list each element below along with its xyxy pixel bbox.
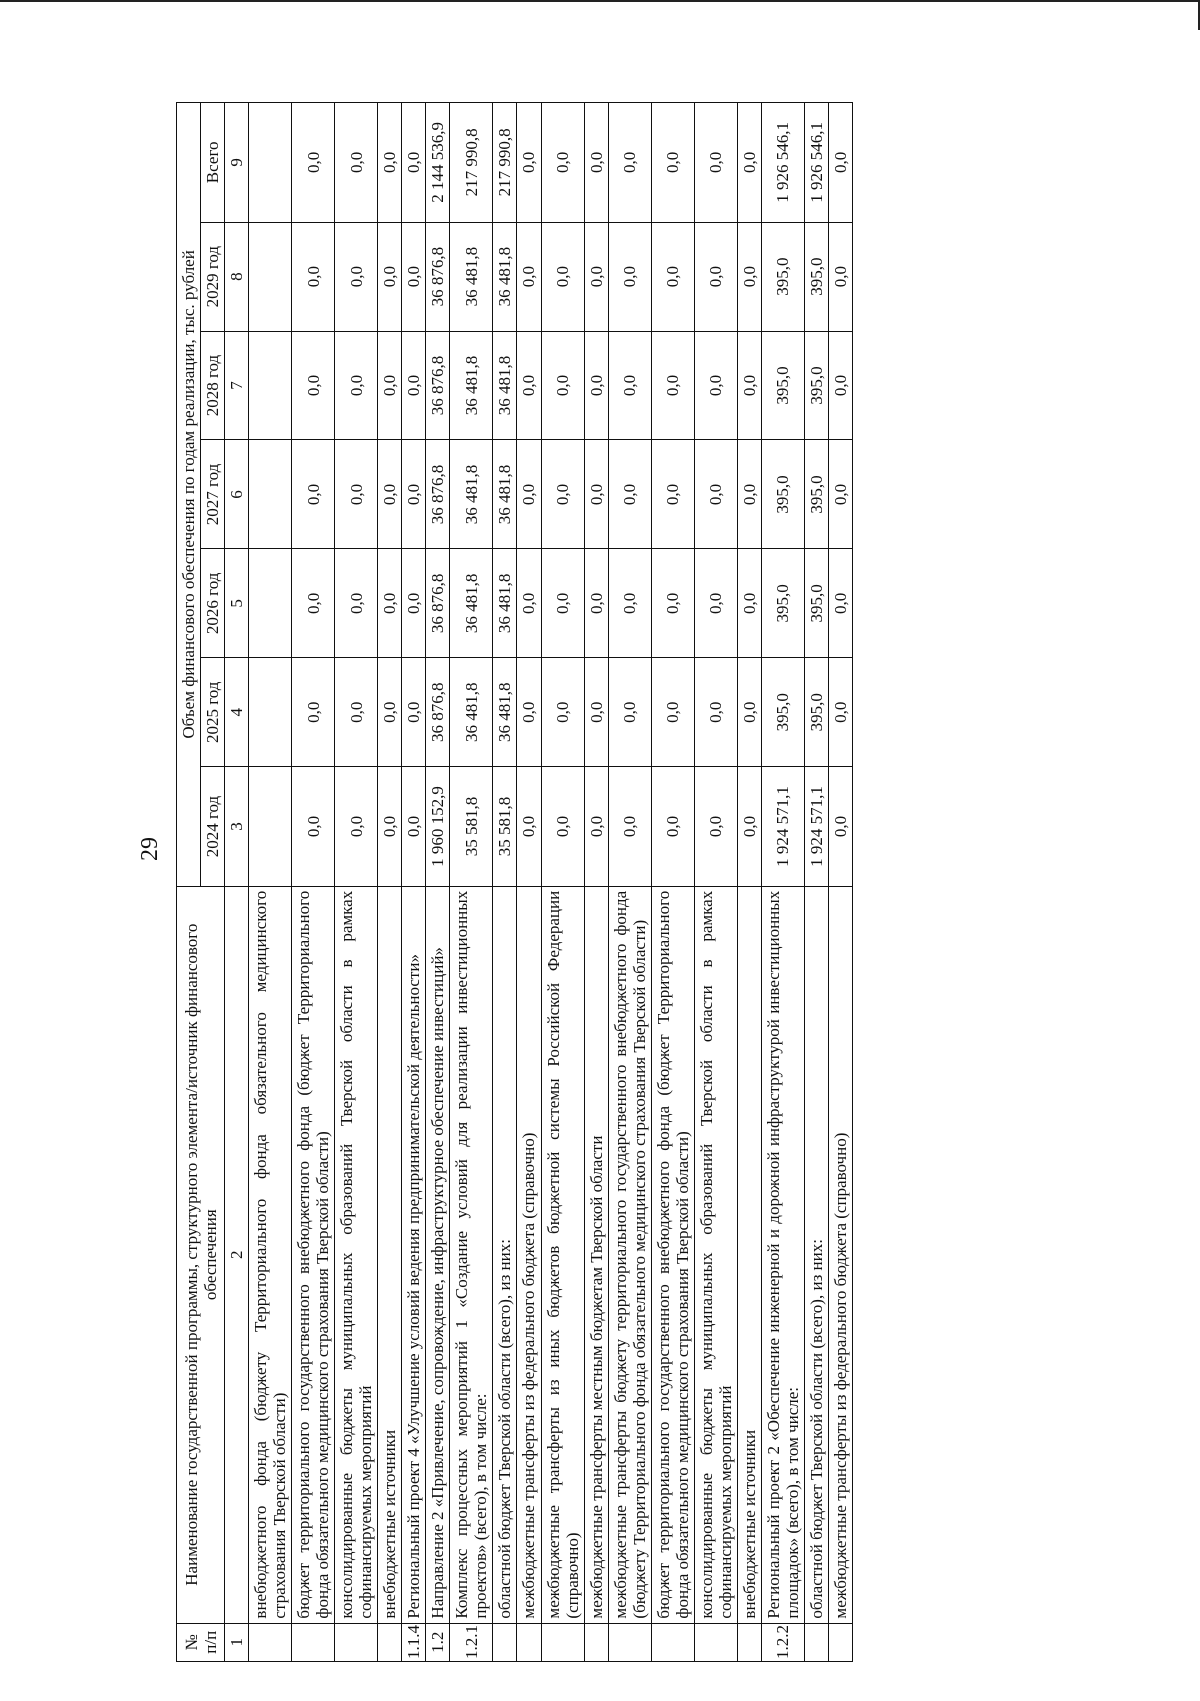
row-number bbox=[541, 1623, 584, 1661]
row-value: 0,0 bbox=[335, 331, 378, 440]
row-value: 35 581,8 bbox=[450, 767, 493, 887]
row-value: 395,0 bbox=[761, 549, 804, 658]
row-value: 0,0 bbox=[292, 767, 335, 887]
row-value: 0,0 bbox=[737, 658, 761, 767]
row-value: 0,0 bbox=[651, 549, 694, 658]
row-value: 0,0 bbox=[694, 103, 737, 223]
row-value: 0,0 bbox=[651, 331, 694, 440]
table-row bbox=[378, 103, 402, 1662]
table-row bbox=[737, 103, 761, 1662]
row-value: 0,0 bbox=[584, 549, 608, 658]
page-edge-top bbox=[0, 0, 1200, 2]
row-value: 0,0 bbox=[608, 549, 651, 658]
page-number: 29 bbox=[137, 837, 163, 861]
row-name: межбюджетные трансферты из федерального бюджета (справочно) bbox=[828, 886, 852, 1623]
header-year: 2028 год bbox=[201, 331, 225, 440]
row-value: 0,0 bbox=[541, 549, 584, 658]
table-row bbox=[249, 103, 292, 1662]
row-value: 395,0 bbox=[761, 440, 804, 549]
row-value: 0,0 bbox=[584, 103, 608, 223]
row-value: 0,0 bbox=[651, 767, 694, 887]
row-name: консолидированные бюджеты муниципальных образований Тверской области в рамках софинансируемых мероприятий bbox=[335, 886, 378, 1623]
row-value: 0,0 bbox=[737, 222, 761, 331]
row-value: 0,0 bbox=[608, 658, 651, 767]
header-year: Всего bbox=[201, 103, 225, 223]
row-value: 0,0 bbox=[541, 103, 584, 223]
row-value: 0,0 bbox=[828, 222, 852, 331]
row-name: областной бюджет Тверской области (всего), из них: bbox=[804, 886, 828, 1623]
row-value: 0,0 bbox=[694, 222, 737, 331]
row-number: 1.1.4 bbox=[402, 1623, 426, 1661]
header-funding-group: Объем финансового обеспечения по годам реализации, тыс. рублей bbox=[177, 103, 201, 887]
row-value: 36 481,8 bbox=[493, 549, 517, 658]
row-value: 0,0 bbox=[402, 222, 426, 331]
row-value: 0,0 bbox=[694, 440, 737, 549]
table-row bbox=[292, 103, 335, 1662]
row-number bbox=[584, 1623, 608, 1661]
row-value: 395,0 bbox=[804, 440, 828, 549]
row-value: 395,0 bbox=[761, 658, 804, 767]
row-value: 36 876,8 bbox=[426, 658, 450, 767]
row-value: 36 481,8 bbox=[493, 658, 517, 767]
row-value: 0,0 bbox=[584, 658, 608, 767]
row-value: 36 876,8 bbox=[426, 440, 450, 549]
table-row bbox=[517, 103, 541, 1662]
row-number bbox=[493, 1623, 517, 1661]
row-value: 0,0 bbox=[584, 331, 608, 440]
row-value: 395,0 bbox=[761, 222, 804, 331]
row-value: 1 924 571,1 bbox=[761, 767, 804, 887]
row-value: 36 481,8 bbox=[450, 331, 493, 440]
header-column-numbers-row bbox=[225, 103, 249, 1662]
header-year: 2024 год bbox=[201, 767, 225, 887]
row-value: 0,0 bbox=[335, 222, 378, 331]
row-value: 0,0 bbox=[517, 767, 541, 887]
table-row bbox=[694, 103, 737, 1662]
row-value: 0,0 bbox=[517, 440, 541, 549]
row-name: Направление 2 «Привлечение, сопровождение, инфраструктурное обеспечение инвестиций» bbox=[426, 886, 450, 1623]
row-value: 0,0 bbox=[694, 331, 737, 440]
row-value: 0,0 bbox=[651, 440, 694, 549]
row-value bbox=[249, 222, 292, 331]
row-name: Региональный проект 2 «Обеспечение инженерной и дорожной инфраструктурой инвестиционных площадок» (всего), в том числе: bbox=[761, 886, 804, 1623]
row-value: 0,0 bbox=[828, 658, 852, 767]
row-value: 217 990,8 bbox=[493, 103, 517, 223]
row-number bbox=[737, 1623, 761, 1661]
row-name: Комплекс процессных мероприятий 1 «Создание условий для реализации инвестиционных проектов» (всего), в том числе: bbox=[450, 886, 493, 1623]
row-value: 0,0 bbox=[828, 549, 852, 658]
row-value: 0,0 bbox=[378, 440, 402, 549]
row-name: межбюджетные трансферты из федерального бюджета (справочно) bbox=[517, 886, 541, 1623]
column-number: 3 bbox=[225, 767, 249, 887]
row-value: 395,0 bbox=[804, 331, 828, 440]
row-value: 0,0 bbox=[402, 331, 426, 440]
table-row bbox=[402, 103, 426, 1662]
table-row bbox=[804, 103, 828, 1662]
row-value: 0,0 bbox=[737, 767, 761, 887]
row-value: 0,0 bbox=[292, 440, 335, 549]
row-number bbox=[804, 1623, 828, 1661]
row-name: бюджет территориального государственного внебюджетного фонда (бюджет Территориального фонда обязательного медицинского страхования Тверской области) bbox=[292, 886, 335, 1623]
row-number bbox=[335, 1623, 378, 1661]
row-value: 395,0 bbox=[804, 222, 828, 331]
row-name: внебюджетные источники bbox=[737, 886, 761, 1623]
column-number: 4 bbox=[225, 658, 249, 767]
row-number bbox=[694, 1623, 737, 1661]
row-value: 0,0 bbox=[517, 331, 541, 440]
row-value bbox=[249, 767, 292, 887]
table-row bbox=[335, 103, 378, 1662]
column-number: 9 bbox=[225, 103, 249, 223]
row-name: межбюджетные трансферты бюджету территориального государственного внебюджетного фонда (бюджету Территориального фонда обязательного медицинского страхования Тверской области) bbox=[608, 886, 651, 1623]
row-value: 0,0 bbox=[828, 103, 852, 223]
row-value: 36 481,8 bbox=[493, 222, 517, 331]
table-row bbox=[426, 103, 450, 1662]
row-value: 0,0 bbox=[694, 658, 737, 767]
row-value: 0,0 bbox=[584, 222, 608, 331]
column-number: 6 bbox=[225, 440, 249, 549]
row-value: 0,0 bbox=[335, 658, 378, 767]
column-number: 5 bbox=[225, 549, 249, 658]
table-row bbox=[608, 103, 651, 1662]
row-value: 0,0 bbox=[292, 658, 335, 767]
row-value: 0,0 bbox=[737, 103, 761, 223]
row-number bbox=[517, 1623, 541, 1661]
row-value: 0,0 bbox=[517, 222, 541, 331]
row-value: 36 876,8 bbox=[426, 331, 450, 440]
row-name: консолидированные бюджеты муниципальных образований Тверской области в рамках софинансируемых мероприятий bbox=[694, 886, 737, 1623]
header-year: 2027 год bbox=[201, 440, 225, 549]
row-value: 217 990,8 bbox=[450, 103, 493, 223]
row-value: 0,0 bbox=[292, 331, 335, 440]
row-value: 0,0 bbox=[541, 767, 584, 887]
row-value: 36 481,8 bbox=[493, 331, 517, 440]
row-name: Региональный проект 4 «Улучшение условий ведения предпринимательской деятельности» bbox=[402, 886, 426, 1623]
row-value: 0,0 bbox=[541, 222, 584, 331]
table-row bbox=[828, 103, 852, 1662]
row-value: 0,0 bbox=[828, 440, 852, 549]
row-number bbox=[608, 1623, 651, 1661]
row-value: 0,0 bbox=[584, 440, 608, 549]
row-value: 36 481,8 bbox=[450, 549, 493, 658]
row-value: 36 876,8 bbox=[426, 549, 450, 658]
row-value: 0,0 bbox=[517, 549, 541, 658]
row-value: 0,0 bbox=[335, 103, 378, 223]
row-value: 0,0 bbox=[402, 767, 426, 887]
row-value: 36 481,8 bbox=[450, 440, 493, 549]
row-value: 0,0 bbox=[378, 658, 402, 767]
table-row bbox=[450, 103, 493, 1662]
row-value: 0,0 bbox=[608, 767, 651, 887]
row-value: 0,0 bbox=[335, 767, 378, 887]
header-year: 2026 год bbox=[201, 549, 225, 658]
row-value: 36 481,8 bbox=[450, 222, 493, 331]
row-value: 0,0 bbox=[608, 440, 651, 549]
row-value: 0,0 bbox=[651, 222, 694, 331]
row-value: 0,0 bbox=[378, 103, 402, 223]
column-number: 1 bbox=[225, 1623, 249, 1661]
row-number: 1.2.2 bbox=[761, 1623, 804, 1661]
row-number: 1.2 bbox=[426, 1623, 450, 1661]
row-value: 1 926 546,1 bbox=[761, 103, 804, 223]
rotated-table-container bbox=[176, 102, 1076, 1662]
row-value: 0,0 bbox=[541, 440, 584, 549]
table-row bbox=[493, 103, 517, 1662]
row-value: 0,0 bbox=[402, 658, 426, 767]
row-value: 0,0 bbox=[378, 767, 402, 887]
row-value: 1 960 152,9 bbox=[426, 767, 450, 887]
row-value: 0,0 bbox=[292, 549, 335, 658]
row-number: 1.2.1 bbox=[450, 1623, 493, 1661]
row-number bbox=[378, 1623, 402, 1661]
column-number: 7 bbox=[225, 331, 249, 440]
row-value: 36 876,8 bbox=[426, 222, 450, 331]
row-value: 0,0 bbox=[378, 222, 402, 331]
row-value: 0,0 bbox=[608, 222, 651, 331]
row-name: областной бюджет Тверской области (всего), из них: bbox=[493, 886, 517, 1623]
funding-table bbox=[176, 102, 853, 1662]
table-row bbox=[541, 103, 584, 1662]
row-value: 395,0 bbox=[804, 549, 828, 658]
row-value: 0,0 bbox=[292, 222, 335, 331]
row-value: 0,0 bbox=[335, 440, 378, 549]
row-number bbox=[249, 1623, 292, 1661]
row-value: 395,0 bbox=[804, 658, 828, 767]
row-name: межбюджетные трансферты местным бюджетам Тверской области bbox=[584, 886, 608, 1623]
header-col-no: № п/п bbox=[177, 1623, 225, 1661]
row-number bbox=[828, 1623, 852, 1661]
row-value: 0,0 bbox=[828, 767, 852, 887]
row-value: 0,0 bbox=[584, 767, 608, 887]
row-name: межбюджетные трансферты из иных бюджетов бюджетной системы Российской Федерации (справочно) bbox=[541, 886, 584, 1623]
row-name: внебюджетные источники bbox=[378, 886, 402, 1623]
row-value: 0,0 bbox=[737, 549, 761, 658]
row-value: 0,0 bbox=[651, 658, 694, 767]
row-value: 0,0 bbox=[402, 103, 426, 223]
row-number bbox=[292, 1623, 335, 1661]
row-value: 36 481,8 bbox=[493, 440, 517, 549]
row-value: 0,0 bbox=[402, 549, 426, 658]
row-value: 0,0 bbox=[694, 549, 737, 658]
row-value: 0,0 bbox=[541, 331, 584, 440]
row-value: 0,0 bbox=[517, 658, 541, 767]
row-value: 36 481,8 bbox=[450, 658, 493, 767]
header-year: 2025 год bbox=[201, 658, 225, 767]
table-header bbox=[177, 103, 249, 1662]
row-value: 0,0 bbox=[694, 767, 737, 887]
row-value: 0,0 bbox=[828, 331, 852, 440]
column-number: 8 bbox=[225, 222, 249, 331]
row-value bbox=[249, 103, 292, 223]
table-row bbox=[651, 103, 694, 1662]
header-year: 2029 год bbox=[201, 222, 225, 331]
row-value: 2 144 536,9 bbox=[426, 103, 450, 223]
row-value: 0,0 bbox=[292, 103, 335, 223]
row-name: внебюджетного фонда (бюджету Территориального фонда обязательного медицинского страхования Тверской области) bbox=[249, 886, 292, 1623]
row-value: 35 581,8 bbox=[493, 767, 517, 887]
column-number: 2 bbox=[225, 886, 249, 1623]
row-value: 0,0 bbox=[608, 103, 651, 223]
row-value: 0,0 bbox=[737, 331, 761, 440]
table-body bbox=[249, 103, 853, 1662]
row-value: 0,0 bbox=[608, 331, 651, 440]
row-value bbox=[249, 440, 292, 549]
row-value: 1 924 571,1 bbox=[804, 767, 828, 887]
row-value bbox=[249, 331, 292, 440]
row-value: 0,0 bbox=[378, 331, 402, 440]
row-value: 0,0 bbox=[378, 549, 402, 658]
row-name: бюджет территориального государственного внебюджетного фонда (бюджет Территориального фонда обязательного медицинского страхования Тверской области) bbox=[651, 886, 694, 1623]
header-col-name: Наименование государственной программы, структурного элемента/источник финансового обеспечения bbox=[177, 886, 225, 1623]
row-number bbox=[651, 1623, 694, 1661]
row-value bbox=[249, 658, 292, 767]
row-value: 1 926 546,1 bbox=[804, 103, 828, 223]
table-row bbox=[761, 103, 804, 1662]
row-value: 395,0 bbox=[761, 331, 804, 440]
table-row bbox=[584, 103, 608, 1662]
row-value: 0,0 bbox=[651, 103, 694, 223]
row-value bbox=[249, 549, 292, 658]
row-value: 0,0 bbox=[541, 658, 584, 767]
row-value: 0,0 bbox=[335, 549, 378, 658]
row-value: 0,0 bbox=[737, 440, 761, 549]
row-value: 0,0 bbox=[517, 103, 541, 223]
row-value: 0,0 bbox=[402, 440, 426, 549]
